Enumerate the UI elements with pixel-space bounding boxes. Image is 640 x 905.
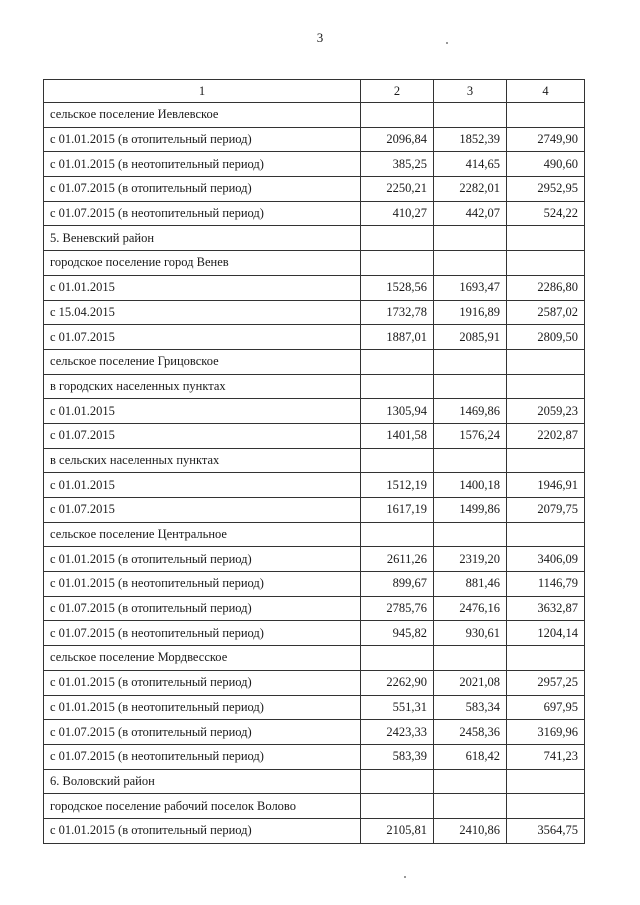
tariff-value	[361, 251, 434, 276]
table-row	[44, 670, 585, 695]
tariff-value: 618,42	[434, 744, 507, 769]
row-label: городское поселение город Венев	[44, 251, 361, 276]
table-row	[44, 547, 585, 572]
row-label: городское поселение рабочий поселок Волово	[44, 794, 361, 819]
row-label: сельское поселение Мордвесское	[44, 646, 361, 671]
tariff-value: 945,82	[361, 621, 434, 646]
row-label: с 01.01.2015 (в отопительный период)	[44, 670, 361, 695]
tariff-value: 2085,91	[434, 325, 507, 350]
table-row	[44, 251, 585, 276]
tariff-value: 1305,94	[361, 399, 434, 424]
table-row	[44, 621, 585, 646]
column-header: 3	[434, 80, 507, 103]
tariff-value: 2262,90	[361, 670, 434, 695]
tariff-value	[361, 374, 434, 399]
row-label: 6. Воловский район	[44, 769, 361, 794]
tariff-value: 1732,78	[361, 300, 434, 325]
tariff-value: 1576,24	[434, 423, 507, 448]
tariff-value: 2423,33	[361, 720, 434, 745]
table-row	[44, 275, 585, 300]
row-label: в сельских населенных пунктах	[44, 448, 361, 473]
tariff-value: 697,95	[507, 695, 585, 720]
tariff-value: 524,22	[507, 201, 585, 226]
row-label: с 01.07.2015 (в неотопительный период)	[44, 621, 361, 646]
tariff-value: 2952,95	[507, 177, 585, 202]
table-row	[44, 103, 585, 128]
row-label: с 01.01.2015	[44, 275, 361, 300]
tariff-value: 385,25	[361, 152, 434, 177]
row-label: 5. Веневский район	[44, 226, 361, 251]
tariff-value	[434, 103, 507, 128]
tariff-value: 2785,76	[361, 596, 434, 621]
page-number: 3	[316, 30, 324, 45]
column-header: 2	[361, 80, 434, 103]
table-row	[44, 695, 585, 720]
table-row	[44, 349, 585, 374]
table-row	[44, 769, 585, 794]
tariff-value: 1693,47	[434, 275, 507, 300]
column-header: 1	[44, 80, 361, 103]
tariff-value: 2105,81	[361, 818, 434, 843]
tariff-value	[507, 522, 585, 547]
table-row	[44, 794, 585, 819]
row-label: с 01.01.2015 (в отопительный период)	[44, 818, 361, 843]
tariff-value: 583,39	[361, 744, 434, 769]
table-row	[44, 498, 585, 523]
tariff-value	[507, 794, 585, 819]
tariff-table-body	[44, 80, 585, 844]
tariff-value: 2250,21	[361, 177, 434, 202]
tariff-value: 583,34	[434, 695, 507, 720]
tariff-value: 2611,26	[361, 547, 434, 572]
tariff-value: 2202,87	[507, 423, 585, 448]
tariff-value	[434, 251, 507, 276]
tariff-value: 2587,02	[507, 300, 585, 325]
tariff-value: 442,07	[434, 201, 507, 226]
tariff-value	[507, 226, 585, 251]
table-row	[44, 423, 585, 448]
tariff-value: 3564,75	[507, 818, 585, 843]
tariff-value: 741,23	[507, 744, 585, 769]
tariff-value: 414,65	[434, 152, 507, 177]
table-row	[44, 399, 585, 424]
row-label: с 01.01.2015 (в неотопительный период)	[44, 152, 361, 177]
tariff-value: 1528,56	[361, 275, 434, 300]
tariff-value	[434, 448, 507, 473]
table-row	[44, 646, 585, 671]
table-row	[44, 720, 585, 745]
row-label: с 01.01.2015	[44, 473, 361, 498]
table-row	[44, 201, 585, 226]
table-row	[44, 522, 585, 547]
tariff-value: 1852,39	[434, 127, 507, 152]
row-label: сельское поселение Иевлевское	[44, 103, 361, 128]
tariff-value	[361, 349, 434, 374]
tariff-value: 1617,19	[361, 498, 434, 523]
tariff-value	[507, 251, 585, 276]
row-label: с 01.07.2015	[44, 325, 361, 350]
tariff-value: 2458,36	[434, 720, 507, 745]
tariff-value: 3169,96	[507, 720, 585, 745]
table-row	[44, 300, 585, 325]
tariff-value	[361, 522, 434, 547]
table-row	[44, 473, 585, 498]
row-label: с 01.01.2015 (в отопительный период)	[44, 547, 361, 572]
tariff-value: 410,27	[361, 201, 434, 226]
table-row	[44, 127, 585, 152]
table-row	[44, 448, 585, 473]
tariff-value: 2957,25	[507, 670, 585, 695]
tariff-value: 1946,91	[507, 473, 585, 498]
table-row	[44, 596, 585, 621]
tariff-value: 490,60	[507, 152, 585, 177]
row-label: с 01.07.2015 (в неотопительный период)	[44, 201, 361, 226]
row-label: с 01.07.2015	[44, 498, 361, 523]
tariff-value	[434, 226, 507, 251]
tariff-value	[434, 522, 507, 547]
tariff-value: 881,46	[434, 572, 507, 597]
row-label: с 01.07.2015 (в отопительный период)	[44, 720, 361, 745]
row-label: в городских населенных пунктах	[44, 374, 361, 399]
row-label: с 01.07.2015	[44, 423, 361, 448]
tariff-value: 2476,16	[434, 596, 507, 621]
table-row	[44, 152, 585, 177]
tariff-value: 1401,58	[361, 423, 434, 448]
row-label: с 01.07.2015 (в отопительный период)	[44, 596, 361, 621]
tariff-value: 1469,86	[434, 399, 507, 424]
tariff-value: 930,61	[434, 621, 507, 646]
scan-speck	[404, 876, 406, 878]
row-label: с 01.01.2015 (в неотопительный период)	[44, 695, 361, 720]
tariff-value: 2059,23	[507, 399, 585, 424]
tariff-value: 2096,84	[361, 127, 434, 152]
tariff-value	[507, 448, 585, 473]
tariff-value: 1204,14	[507, 621, 585, 646]
tariff-value	[434, 349, 507, 374]
tariff-value: 2021,08	[434, 670, 507, 695]
tariff-value: 2282,01	[434, 177, 507, 202]
tariff-value: 1146,79	[507, 572, 585, 597]
table-row	[44, 572, 585, 597]
tariff-value	[507, 374, 585, 399]
table-row	[44, 374, 585, 399]
tariff-value: 899,67	[361, 572, 434, 597]
row-label: с 01.07.2015 (в отопительный период)	[44, 177, 361, 202]
tariff-value	[361, 226, 434, 251]
table-row	[44, 325, 585, 350]
tariff-value	[507, 103, 585, 128]
tariff-value	[434, 794, 507, 819]
row-label: сельское поселение Центральное	[44, 522, 361, 547]
tariff-value	[434, 769, 507, 794]
tariff-value	[434, 646, 507, 671]
row-label: с 01.01.2015	[44, 399, 361, 424]
tariff-value	[434, 374, 507, 399]
tariff-value: 551,31	[361, 695, 434, 720]
tariff-value	[507, 349, 585, 374]
row-label: с 01.07.2015 (в неотопительный период)	[44, 744, 361, 769]
tariff-value: 1499,86	[434, 498, 507, 523]
tariff-value: 1887,01	[361, 325, 434, 350]
row-label: сельское поселение Грицовское	[44, 349, 361, 374]
tariff-value	[361, 794, 434, 819]
tariff-value	[507, 646, 585, 671]
tariff-value: 3406,09	[507, 547, 585, 572]
tariff-value	[361, 448, 434, 473]
row-label: с 15.04.2015	[44, 300, 361, 325]
tariff-value: 2286,80	[507, 275, 585, 300]
table-row	[44, 818, 585, 843]
tariff-table	[43, 79, 585, 844]
tariff-value: 1512,19	[361, 473, 434, 498]
row-label: с 01.01.2015 (в отопительный период)	[44, 127, 361, 152]
tariff-value: 1916,89	[434, 300, 507, 325]
table-header-row	[44, 80, 585, 103]
table-row	[44, 744, 585, 769]
table-row	[44, 177, 585, 202]
row-label: с 01.01.2015 (в неотопительный период)	[44, 572, 361, 597]
tariff-value: 2749,90	[507, 127, 585, 152]
table-row	[44, 226, 585, 251]
tariff-value: 2410,86	[434, 818, 507, 843]
tariff-value	[361, 103, 434, 128]
tariff-value: 3632,87	[507, 596, 585, 621]
tariff-value	[361, 646, 434, 671]
tariff-value: 2079,75	[507, 498, 585, 523]
column-header: 4	[507, 80, 585, 103]
tariff-value: 2809,50	[507, 325, 585, 350]
tariff-value	[507, 769, 585, 794]
scan-speck	[446, 42, 448, 44]
tariff-value: 1400,18	[434, 473, 507, 498]
tariff-value: 2319,20	[434, 547, 507, 572]
tariff-value	[361, 769, 434, 794]
